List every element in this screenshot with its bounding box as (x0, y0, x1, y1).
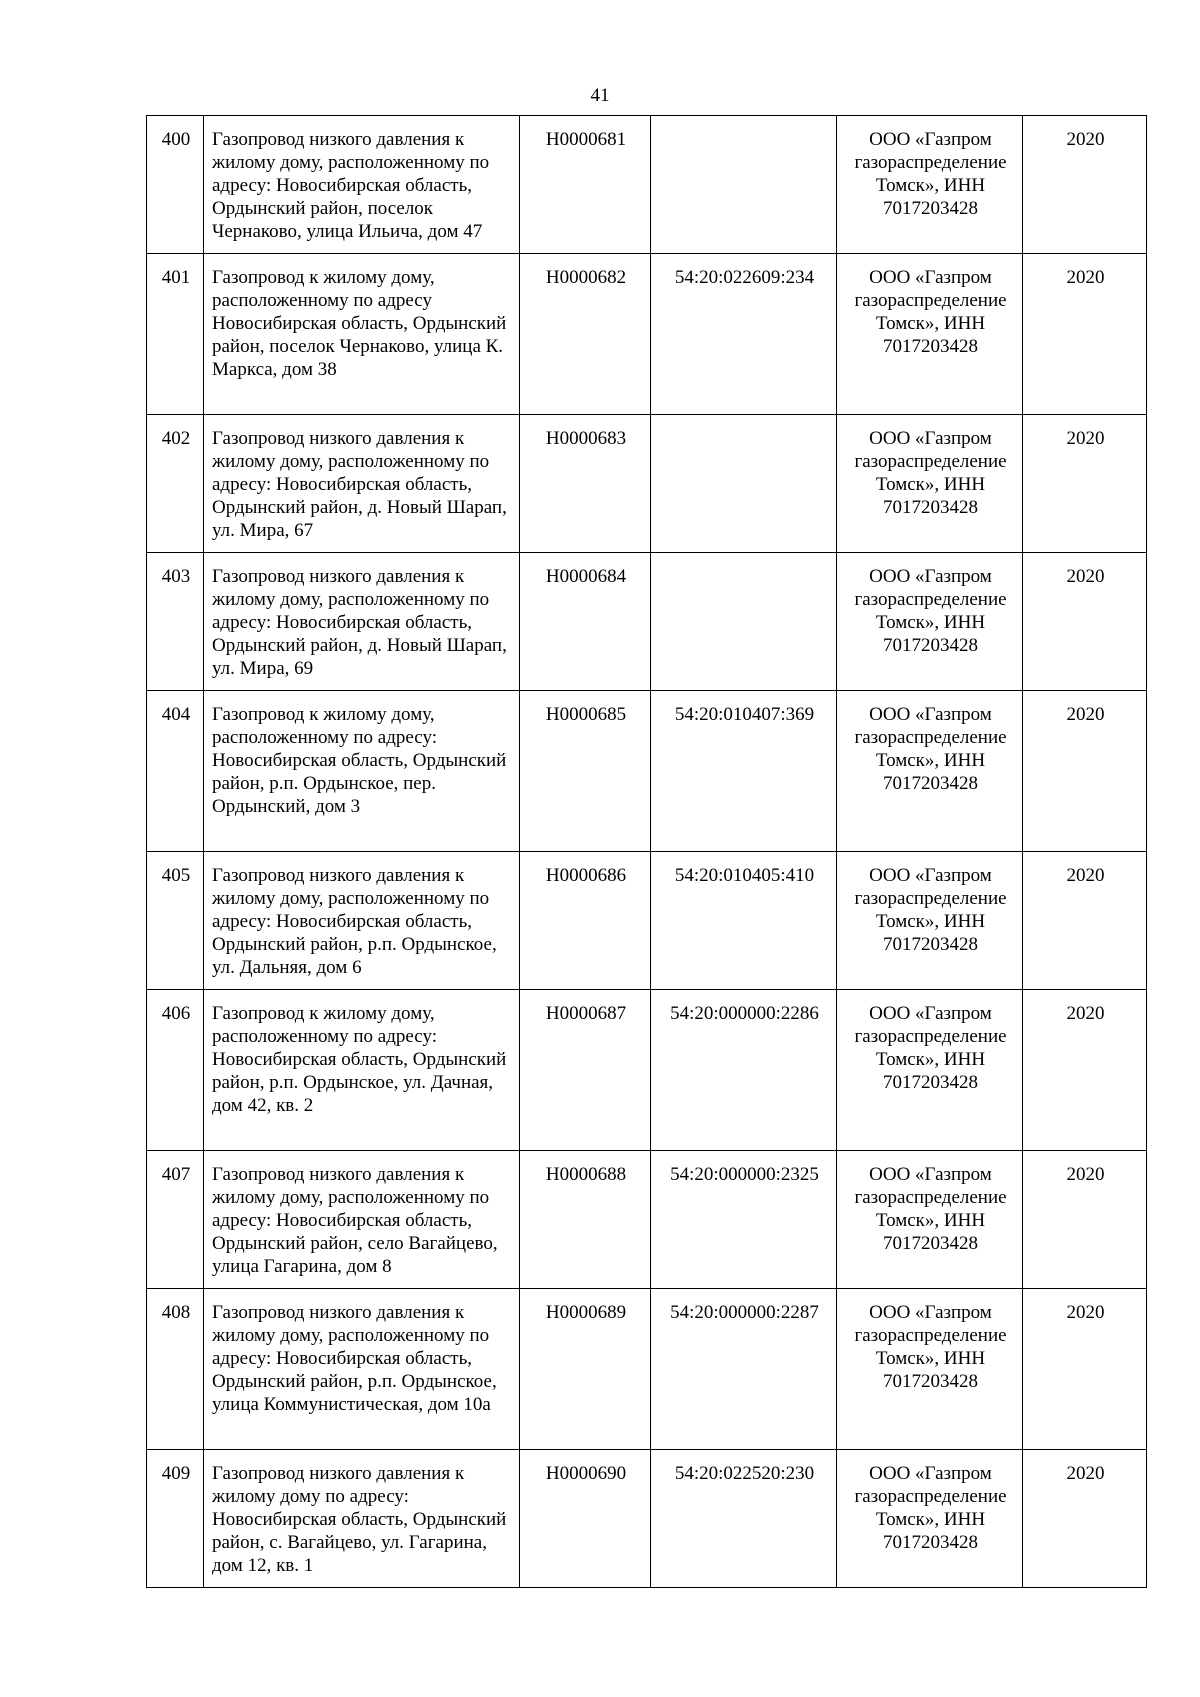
cadastral-number: 54:20:022609:234 (651, 254, 837, 415)
cadastral-number (651, 415, 837, 553)
row-number: 405 (147, 852, 204, 990)
year: 2020 (1023, 1151, 1147, 1289)
table-row (147, 990, 1147, 1151)
table-row (147, 852, 1147, 990)
inventory-code: Н0000684 (520, 553, 651, 691)
year: 2020 (1023, 691, 1147, 852)
year: 2020 (1023, 852, 1147, 990)
owner-organization: ООО «Газпром газораспределение Томск», ИНН 7017203428 (837, 1289, 1023, 1450)
inventory-code: Н0000681 (520, 116, 651, 254)
table-row (147, 553, 1147, 691)
inventory-code: Н0000682 (520, 254, 651, 415)
row-number: 403 (147, 553, 204, 691)
owner-organization: ООО «Газпром газораспределение Томск», ИНН 7017203428 (837, 1450, 1023, 1588)
owner-organization: ООО «Газпром газораспределение Томск», ИНН 7017203428 (837, 691, 1023, 852)
inventory-code: Н0000689 (520, 1289, 651, 1450)
year: 2020 (1023, 415, 1147, 553)
object-name: Газопровод низкого давления к жилому дому, расположенному по адресу: Новосибирская область, Ордынский район, д. Новый Шарап, ул. Мира, 69 (204, 553, 520, 691)
inventory-code: Н0000688 (520, 1151, 651, 1289)
owner-organization: ООО «Газпром газораспределение Томск», ИНН 7017203428 (837, 1151, 1023, 1289)
row-number: 404 (147, 691, 204, 852)
row-number: 407 (147, 1151, 204, 1289)
object-name: Газопровод низкого давления к жилому дому, расположенному по адресу: Новосибирская область, Ордынский район, поселок Чернаково, улица Ильича, дом 47 (204, 116, 520, 254)
cadastral-number (651, 553, 837, 691)
table-row (147, 116, 1147, 254)
row-number: 402 (147, 415, 204, 553)
object-name: Газопровод к жилому дому, расположенному по адресу Новосибирская область, Ордынский район, поселок Чернаково, улица К. Маркса, дом 38 (204, 254, 520, 415)
year: 2020 (1023, 254, 1147, 415)
owner-organization: ООО «Газпром газораспределение Томск», ИНН 7017203428 (837, 852, 1023, 990)
row-number: 409 (147, 1450, 204, 1588)
inventory-code: Н0000685 (520, 691, 651, 852)
registry-table (146, 115, 1147, 1588)
table-row (147, 691, 1147, 852)
cadastral-number: 54:20:010407:369 (651, 691, 837, 852)
object-name: Газопровод низкого давления к жилому дому, расположенному по адресу: Новосибирская область, Ордынский район, д. Новый Шарап, ул. Мира, 67 (204, 415, 520, 553)
page-number: 41 (590, 85, 610, 106)
object-name: Газопровод низкого давления к жилому дому, расположенному по адресу: Новосибирская область, Ордынский район, село Вагайцево, улица Гагарина, дом 8 (204, 1151, 520, 1289)
owner-organization: ООО «Газпром газораспределение Томск», ИНН 7017203428 (837, 553, 1023, 691)
table-row (147, 1450, 1147, 1588)
table-row (147, 415, 1147, 553)
row-number: 408 (147, 1289, 204, 1450)
table-row (147, 1289, 1147, 1450)
cadastral-number: 54:20:000000:2325 (651, 1151, 837, 1289)
cadastral-number: 54:20:022520:230 (651, 1450, 837, 1588)
cadastral-number: 54:20:010405:410 (651, 852, 837, 990)
owner-organization: ООО «Газпром газораспределение Томск», ИНН 7017203428 (837, 415, 1023, 553)
cadastral-number: 54:20:000000:2286 (651, 990, 837, 1151)
table-row (147, 254, 1147, 415)
owner-organization: ООО «Газпром газораспределение Томск», ИНН 7017203428 (837, 116, 1023, 254)
inventory-code: Н0000683 (520, 415, 651, 553)
year: 2020 (1023, 116, 1147, 254)
year: 2020 (1023, 1450, 1147, 1588)
table-row (147, 1151, 1147, 1289)
owner-organization: ООО «Газпром газораспределение Томск», ИНН 7017203428 (837, 990, 1023, 1151)
year: 2020 (1023, 1289, 1147, 1450)
row-number: 401 (147, 254, 204, 415)
cadastral-number (651, 116, 837, 254)
inventory-code: Н0000687 (520, 990, 651, 1151)
object-name: Газопровод низкого давления к жилому дому, расположенному по адресу: Новосибирская область, Ордынский район, р.п. Ордынское, ул. Дальняя, дом 6 (204, 852, 520, 990)
row-number: 406 (147, 990, 204, 1151)
object-name: Газопровод к жилому дому, расположенному по адресу: Новосибирская область, Ордынский район, р.п. Ордынское, пер. Ордынский, дом 3 (204, 691, 520, 852)
inventory-code: Н0000686 (520, 852, 651, 990)
inventory-code: Н0000690 (520, 1450, 651, 1588)
year: 2020 (1023, 990, 1147, 1151)
object-name: Газопровод низкого давления к жилому дому, расположенному по адресу: Новосибирская область, Ордынский район, р.п. Ордынское, улица Коммунистическая, дом 10а (204, 1289, 520, 1450)
cadastral-number: 54:20:000000:2287 (651, 1289, 837, 1450)
year: 2020 (1023, 553, 1147, 691)
owner-organization: ООО «Газпром газораспределение Томск», ИНН 7017203428 (837, 254, 1023, 415)
object-name: Газопровод низкого давления к жилому дому по адресу: Новосибирская область, Ордынский район, с. Вагайцево, ул. Гагарина, дом 12, кв. 1 (204, 1450, 520, 1588)
object-name: Газопровод к жилому дому, расположенному по адресу: Новосибирская область, Ордынский район, р.п. Ордынское, ул. Дачная, дом 42, кв. 2 (204, 990, 520, 1151)
row-number: 400 (147, 116, 204, 254)
